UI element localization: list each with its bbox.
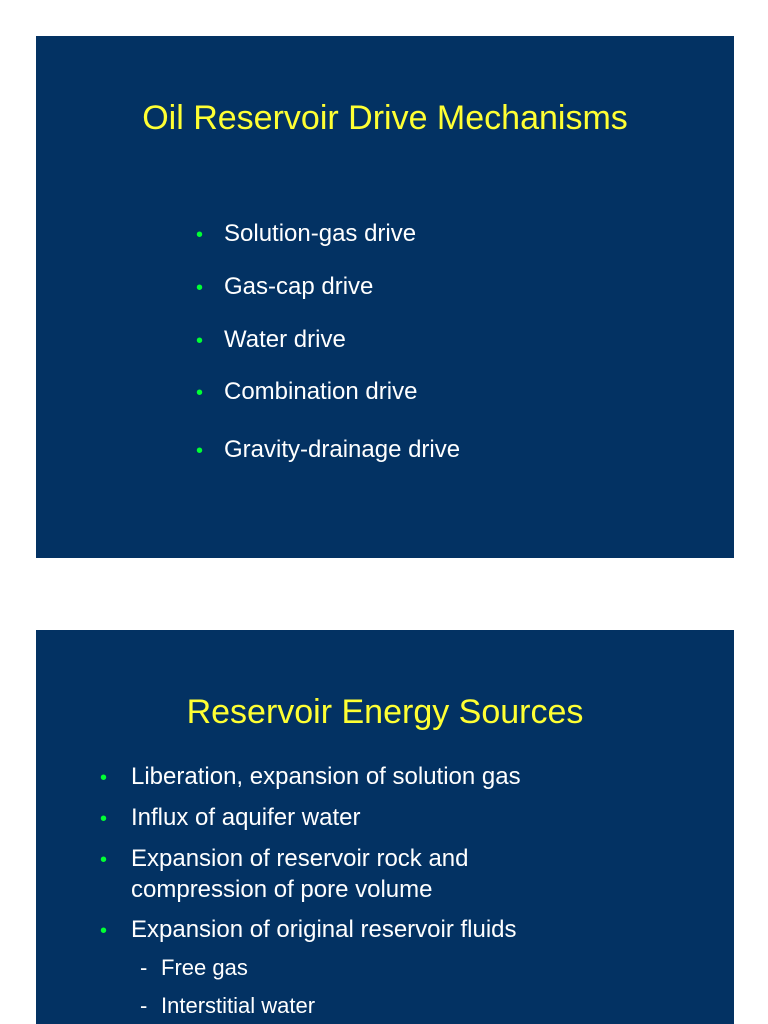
bullet-text: Gas-cap drive: [224, 273, 374, 300]
bullet-icon: •: [196, 440, 204, 462]
bullet-item: [196, 377, 417, 408]
bullet-icon: •: [196, 277, 204, 299]
bullet-item: [196, 272, 373, 303]
bullet-item: [196, 435, 460, 466]
bullet-item: [100, 761, 521, 794]
bullet-text: Combination drive: [224, 378, 418, 405]
sub-bullet-text: Interstitial water: [161, 993, 316, 1018]
bullet-text: Influx of aquifer water: [131, 804, 361, 831]
slide-energy-sources: [36, 630, 734, 1024]
bullet-text: Expansion of reservoir rock and: [131, 845, 469, 872]
bullet-item: [100, 914, 517, 947]
bullet-icon: •: [196, 382, 204, 404]
bullet-text: Water drive: [224, 326, 346, 353]
sub-bullet-item: [140, 954, 248, 982]
bullet-icon: •: [100, 920, 108, 942]
slide-title: Oil Reservoir Drive Mechanisms: [142, 99, 628, 137]
bullet-icon: •: [100, 849, 108, 871]
bullet-continuation: [131, 874, 432, 905]
bullet-text: compression of pore volume: [131, 876, 433, 903]
bullet-text: Liberation, expansion of solution gas: [131, 763, 521, 790]
bullet-icon: •: [196, 224, 204, 246]
bullet-text: Gravity-drainage drive: [224, 436, 461, 463]
bullet-item: [196, 219, 416, 250]
slide-title: Reservoir Energy Sources: [186, 693, 584, 731]
dash-icon: -: [140, 955, 148, 980]
bullet-icon: •: [100, 808, 108, 830]
bullet-icon: •: [100, 767, 108, 789]
sub-bullet-item: [140, 992, 315, 1020]
bullet-item: [100, 843, 469, 876]
bullet-text: Expansion of original reservoir fluids: [131, 916, 517, 943]
bullet-item: [196, 325, 346, 356]
slide-drive-mechanisms: [36, 36, 734, 558]
dash-icon: -: [140, 993, 148, 1018]
bullet-icon: •: [196, 330, 204, 352]
bullet-item: [100, 802, 360, 835]
sub-bullet-text: Free gas: [161, 955, 248, 980]
bullet-text: Solution-gas drive: [224, 220, 417, 247]
